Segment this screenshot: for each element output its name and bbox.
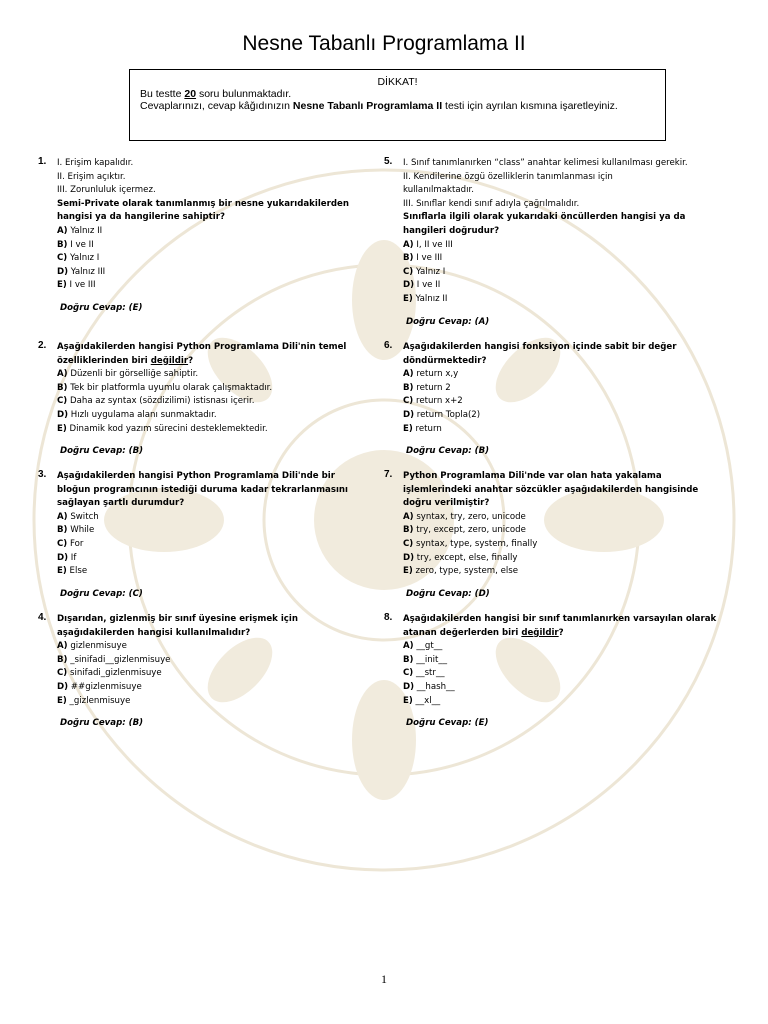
option-letter: B): [403, 253, 414, 264]
question-stem: Aşağıdakilerden hangisi Python Programlama Dili'nin temel: [57, 342, 347, 352]
option-d: [403, 279, 733, 293]
correct-answer: Doğru Cevap: (B): [60, 718, 144, 729]
premise: kullanılmaktadır.: [403, 185, 474, 196]
option-d: [403, 552, 733, 566]
question-stem: bloğun programcının istediği duruma kadar tekrarlanmasını: [57, 484, 348, 495]
notice-heading: DİKKAT!: [377, 76, 418, 88]
option-b: [57, 382, 357, 396]
option-letter: C): [57, 668, 68, 679]
option-letter: C): [57, 253, 68, 264]
notice-line-1: [140, 88, 655, 100]
option-text: syntax, try, zero, unicode: [416, 511, 526, 522]
option-text: Dinamik kod yazım sürecini desteklemektedir.: [69, 423, 268, 434]
notice-text: soru bulunmaktadır.: [196, 88, 292, 100]
option-text: Yalnız III: [70, 266, 106, 277]
option-letter: A): [403, 511, 414, 522]
option-a: [403, 511, 733, 525]
course-name: Nesne Tabanlı Programlama II: [292, 100, 443, 112]
question-3: [38, 469, 357, 601]
question-4: [38, 612, 357, 731]
option-text: syntax, type, system, finally: [415, 538, 538, 549]
option-letter: A): [57, 511, 68, 522]
option-letter: D): [403, 409, 415, 420]
option-letter: E): [403, 423, 413, 434]
stem-text: ?: [558, 627, 564, 638]
option-letter: D): [57, 266, 69, 277]
option-a: [403, 239, 733, 253]
option-text: return x+2: [415, 396, 463, 407]
option-a: [57, 640, 357, 654]
option-letter: A): [403, 641, 414, 652]
option-letter: E): [403, 695, 413, 706]
option-letter: A): [57, 641, 68, 652]
option-text: try, except, else, finally: [416, 552, 518, 563]
option-letter: C): [403, 396, 414, 407]
option-letter: C): [57, 538, 68, 549]
option-letter: E): [403, 566, 413, 577]
option-text: __init__: [416, 654, 447, 665]
option-text: gizlenmisuye: [70, 641, 127, 652]
correct-answer: Doğru Cevap: (B): [406, 446, 490, 457]
option-c: [403, 538, 733, 552]
option-letter: A): [57, 369, 68, 380]
option-letter: D): [57, 681, 69, 692]
notice-line-2: [140, 100, 655, 112]
option-b: [57, 239, 357, 253]
question-stem: hangisi ya da hangilerine sahiptir?: [57, 212, 225, 223]
option-text: I ve II: [70, 239, 94, 250]
question-stem: döndürmektedir?: [403, 355, 487, 366]
option-text: _sinifadi__gizlenmisuye: [70, 654, 171, 665]
option-letter: C): [57, 396, 68, 407]
option-c: [57, 667, 357, 681]
question-8: [384, 612, 733, 731]
premise: I. Erişim kapalıdır.: [57, 158, 134, 168]
option-letter: D): [57, 409, 69, 420]
stem-text: özelliklerinden biri: [57, 355, 151, 366]
option-e: [57, 695, 357, 709]
option-text: Yalnız II: [70, 225, 103, 236]
question-stem: [57, 355, 357, 369]
question-1: [38, 156, 357, 316]
option-c: [403, 395, 703, 409]
page-number: 1: [381, 972, 387, 986]
option-text: If: [70, 552, 77, 563]
option-letter: B): [57, 239, 68, 250]
option-text: Düzenli bir görselliğe sahiptir.: [70, 369, 199, 380]
option-letter: B): [57, 525, 68, 536]
option-e: [57, 279, 357, 293]
option-letter: D): [403, 552, 415, 563]
option-b: [403, 524, 733, 538]
question-count: 20: [184, 88, 197, 100]
question-number: 2.: [38, 340, 47, 351]
option-a: [57, 225, 357, 239]
option-text: Hızlı uygulama alanı sunmaktadır.: [70, 409, 217, 420]
stem-text: ?: [188, 355, 194, 366]
question-stem: [403, 627, 733, 641]
option-letter: E): [57, 695, 67, 706]
option-a: [57, 368, 357, 382]
correct-answer: Doğru Cevap: (B): [60, 446, 144, 457]
question-stem: Aşağıdakilerden hangisi bir sınıf tanımlanırken varsayılan olarak: [403, 614, 717, 624]
option-letter: E): [57, 566, 67, 577]
option-a: [57, 511, 357, 525]
option-b: [403, 654, 733, 668]
option-d: [57, 681, 357, 695]
premise: II. Erişim açıktır.: [57, 171, 126, 182]
option-letter: D): [403, 280, 415, 291]
option-c: [403, 266, 733, 280]
option-letter: B): [403, 654, 414, 665]
premise: III. Zorunluluk içermez.: [57, 185, 156, 196]
option-letter: B): [57, 382, 68, 393]
option-text: __xl__: [415, 695, 441, 706]
option-d: [403, 409, 703, 423]
option-text: __hash__: [416, 681, 455, 692]
stem-negation: değildir: [521, 627, 559, 638]
option-b: [403, 252, 733, 266]
question-number: 6.: [384, 340, 393, 351]
notice-text: Bu testte: [140, 88, 185, 100]
question-number: 5.: [384, 156, 393, 167]
option-letter: B): [403, 382, 414, 393]
question-stem: sağlayan şartlı durumdur?: [57, 498, 185, 509]
option-letter: A): [57, 225, 68, 236]
correct-answer: Doğru Cevap: (D): [406, 588, 490, 599]
option-text: _gizlenmisuye: [69, 695, 131, 706]
question-2: [38, 340, 357, 459]
option-text: __str__: [415, 668, 445, 679]
option-letter: E): [403, 293, 413, 304]
option-e: [403, 695, 733, 709]
option-c: [57, 252, 357, 266]
question-stem: hangileri doğrudur?: [403, 225, 500, 236]
option-letter: C): [403, 266, 414, 277]
question-stem: Python Programlama Dili'nde var olan hata yakalama: [403, 471, 662, 481]
option-text: __gt__: [416, 641, 443, 652]
option-text: I, II ve III: [416, 239, 453, 250]
option-text: Else: [69, 566, 88, 577]
option-d: [57, 266, 357, 280]
option-b: [403, 382, 703, 396]
question-stem: Sınıflarla ilgili olarak yukarıdaki öncüllerden hangisi ya da: [403, 212, 686, 223]
option-letter: B): [403, 525, 414, 536]
question-number: 8.: [384, 612, 393, 623]
premise: III. Sınıflar kendi sınıf adıyla çağrılmalıdır.: [403, 198, 580, 209]
option-letter: E): [57, 280, 67, 291]
option-letter: A): [403, 239, 414, 250]
option-text: return x,y: [416, 369, 459, 380]
stem-negation: değildir: [150, 355, 189, 366]
question-stem: işlemlerindeki anahtar sözcükler aşağıdakilerden hangisinde: [403, 484, 699, 495]
question-number: 3.: [38, 469, 47, 480]
option-text: try, except, zero, unicode: [416, 525, 526, 536]
correct-answer: Doğru Cevap: (E): [406, 718, 489, 729]
option-e: [57, 423, 357, 437]
question-number: 4.: [38, 612, 47, 623]
question-number: 7.: [384, 469, 393, 480]
question-number: 1.: [38, 156, 47, 167]
option-letter: A): [403, 369, 414, 380]
question-stem: Semi-Private olarak tanımlanmış bir nesne yukarıdakilerden: [57, 198, 349, 209]
option-e: [403, 293, 733, 307]
question-7: [384, 469, 733, 601]
option-text: return 2: [416, 382, 451, 393]
notice-text: testi için ayrılan kısmına işaretleyiniz.: [442, 100, 618, 112]
question-6: [384, 340, 703, 459]
option-d: [57, 409, 357, 423]
option-b: [57, 524, 357, 538]
question-5: [384, 156, 733, 329]
option-e: [403, 565, 733, 579]
option-text: ##gizlenmisuye: [70, 681, 142, 692]
option-text: I ve III: [416, 253, 443, 264]
option-letter: C): [403, 668, 414, 679]
option-text: Tek bir platformla uyumlu olarak çalışmaktadır.: [70, 382, 273, 393]
option-letter: E): [57, 423, 67, 434]
option-a: [403, 368, 703, 382]
stem-text: atanan değerlerden biri: [403, 627, 522, 638]
premise: II. Kendilerine özgü özelliklerin tanımlanması için: [403, 171, 613, 182]
option-text: Daha az syntax (sözdizilimi) istisnası içerir.: [69, 396, 255, 407]
option-text: Yalnız II: [415, 293, 448, 304]
correct-answer: Doğru Cevap: (C): [60, 588, 143, 599]
question-stem: doğru verilmiştir?: [403, 498, 490, 509]
option-letter: D): [57, 552, 69, 563]
option-text: Switch: [70, 511, 99, 522]
option-a: [403, 640, 733, 654]
page-title: Nesne Tabanlı Programlama II: [242, 32, 526, 55]
notice-box: [129, 69, 666, 141]
question-stem: Dışarıdan, gizlenmiş bir sınıf üyesine erişmek için: [57, 614, 298, 624]
option-text: sinifadi_gizlenmisuye: [69, 668, 162, 679]
notice-text: Cevaplarınızı, cevap kâğıdınızın: [140, 100, 293, 112]
option-d: [403, 681, 733, 695]
option-letter: D): [403, 681, 415, 692]
option-text: While: [70, 525, 95, 536]
option-d: [57, 552, 357, 566]
option-text: return Topla(2): [416, 409, 481, 420]
option-text: I ve III: [69, 280, 96, 291]
option-text: I ve II: [416, 280, 441, 291]
question-stem: aşağıdakilerden hangisi kullanılmalıdır?: [57, 627, 251, 638]
correct-answer: Doğru Cevap: (A): [406, 316, 490, 327]
option-text: zero, type, system, else: [415, 566, 519, 577]
premise: I. Sınıf tanımlanırken “class” anahtar kelimesi kullanılması gerekir.: [403, 158, 688, 168]
option-letter: C): [403, 538, 414, 549]
option-e: [403, 423, 703, 437]
question-stem: Aşağıdakilerden hangisi fonksiyon içinde sabit bir değer: [403, 342, 677, 352]
question-stem: Aşağıdakilerden hangisi Python Programlama Dili'nde bir: [57, 471, 335, 481]
option-b: [57, 654, 357, 668]
option-e: [57, 565, 357, 579]
option-c: [57, 395, 357, 409]
option-text: Yalnız I: [415, 266, 446, 277]
correct-answer: Doğru Cevap: (E): [60, 302, 143, 313]
option-text: return: [415, 423, 442, 434]
option-letter: B): [57, 654, 68, 665]
option-text: For: [69, 538, 84, 549]
option-c: [403, 667, 733, 681]
option-text: Yalnız I: [69, 253, 100, 264]
option-c: [57, 538, 357, 552]
